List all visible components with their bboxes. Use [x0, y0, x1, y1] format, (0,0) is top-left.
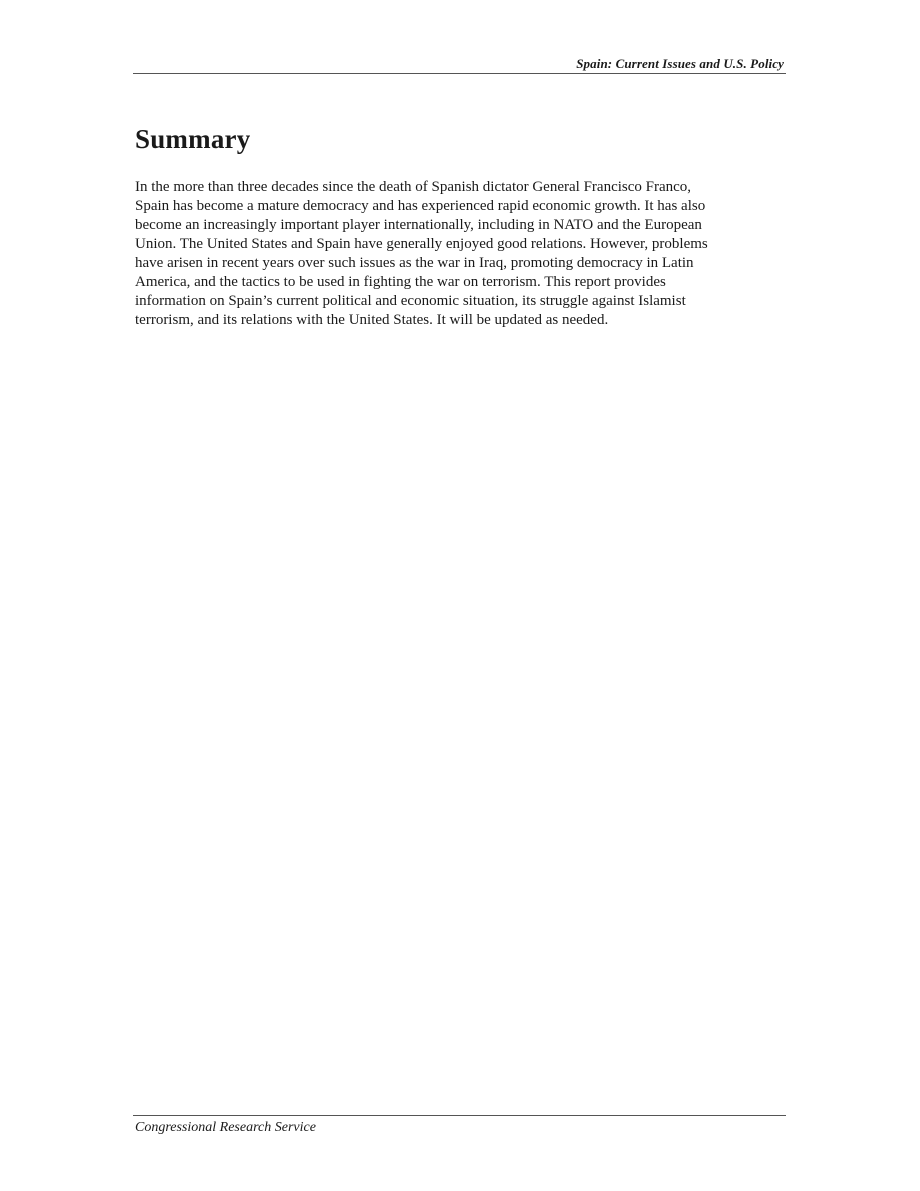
- running-header-title: Spain: Current Issues and U.S. Policy: [576, 56, 784, 71]
- summary-line: have arisen in recent years over such issues as the war in Iraq, promoting democracy in Latin: [135, 255, 694, 271]
- summary-line: Spain has become a mature democracy and has experienced rapid economic growth. It has also: [135, 198, 706, 214]
- summary-line: Union. The United States and Spain have generally enjoyed good relations. However, problems: [135, 236, 708, 252]
- summary-line: information on Spain’s current political and economic situation, its struggle against Islamist: [135, 293, 686, 309]
- summary-line: terrorism, and its relations with the United States. It will be updated as needed.: [135, 312, 609, 328]
- running-footer: [133, 1115, 786, 1135]
- summary-line: become an increasingly important player internationally, including in NATO and the European: [135, 217, 702, 233]
- summary-line: In the more than three decades since the death of Spanish dictator General Francisco Franco,: [135, 179, 692, 195]
- page-title: Summary: [135, 124, 251, 154]
- summary-paragraph: [135, 178, 775, 330]
- running-header: [133, 54, 786, 74]
- footer-organization: Congressional Research Service: [135, 1120, 316, 1135]
- summary-line: America, and the tactics to be used in fighting the war on terrorism. This report provides: [135, 274, 666, 290]
